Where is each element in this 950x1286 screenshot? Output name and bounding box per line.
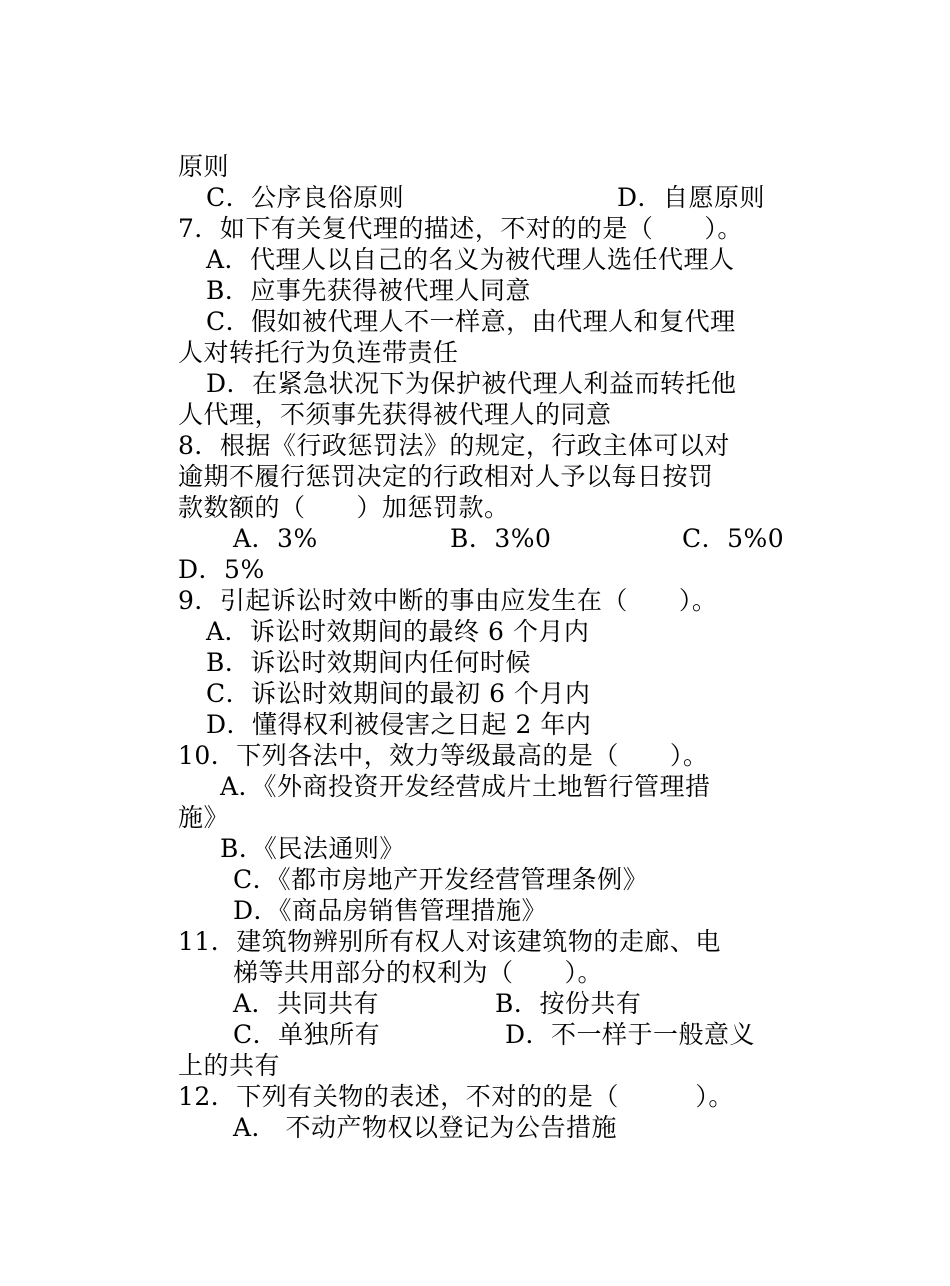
question-8: 8．根据《行政惩罚法》的规定，行政主体可以对 (178, 431, 730, 460)
text-line: 人对转托行为负连带责任 (178, 338, 459, 367)
option-c: C．诉讼时效期间的最初 6 个月内 (206, 679, 591, 708)
option-b: B．3%0 (450, 524, 552, 553)
option-d: D．懂得权利被侵害之日起 2 年内 (206, 710, 592, 739)
text-line: 原则 (178, 152, 230, 181)
question-12: 12．下列有关物的表述，不对的的是（ ）。 (178, 1082, 734, 1111)
option-a: A．诉讼时效期间的最终 6 个月内 (206, 617, 590, 646)
text-line: 梯等共用部分的权利为（ ）。 (233, 958, 604, 987)
option-c: C．假如被代理人不一样意，由代理人和复代理 (206, 307, 736, 336)
option-a: A．代理人以自己的名义为被代理人选任代理人 (206, 245, 735, 274)
option-d: D．5% (178, 555, 265, 584)
option-d: D．在紧急状况下为保护被代理人利益而转托他 (206, 369, 737, 398)
option-d: D．不一样于一般意义 (505, 1020, 756, 1049)
option-a: A． 不动产物权以登记为公告措施 (233, 1113, 618, 1142)
option-c: C．《都市房地产开发经营管理条例》 (233, 865, 649, 894)
option-a: A．3% (233, 524, 318, 553)
option-b: B．按份共有 (495, 989, 642, 1018)
question-9: 9．引起诉讼时效中断的事由应发生在（ ）。 (178, 586, 718, 615)
option-c: C．单独所有 (233, 1020, 381, 1049)
option-c: C．公序良俗原则 (206, 183, 405, 212)
option-b: B．诉讼时效期间内任何时候 (206, 648, 531, 677)
question-10: 10．下列各法中，效力等级最高的是（ ）。 (178, 741, 709, 770)
question-7: 7．如下有关复代理的描述，不对的的是（ ）。 (178, 214, 743, 243)
option-b: B．《民法通则》 (220, 834, 405, 863)
option-d: D．自愿原则 (617, 183, 766, 212)
option-c: C．5%0 (682, 524, 785, 553)
text-line: 逾期不履行惩罚决定的行政相对人予以每日按罚 (178, 462, 714, 491)
text-line: 款数额的（ ）加惩罚款。 (178, 493, 510, 522)
text-line: 人代理，不须事先获得被代理人的同意 (178, 400, 612, 429)
text-line: 施》 (178, 803, 230, 832)
option-a: A．共同共有 (233, 989, 380, 1018)
question-11: 11．建筑物辨别所有权人对该建筑物的走廊、电 (178, 927, 721, 956)
option-a: A．《外商投资开发经营成片土地暂行管理措 (220, 772, 711, 801)
option-b: B．应事先获得被代理人同意 (206, 276, 531, 305)
text-line: 上的共有 (178, 1051, 281, 1080)
option-d: D．《商品房销售管理措施》 (233, 896, 548, 925)
